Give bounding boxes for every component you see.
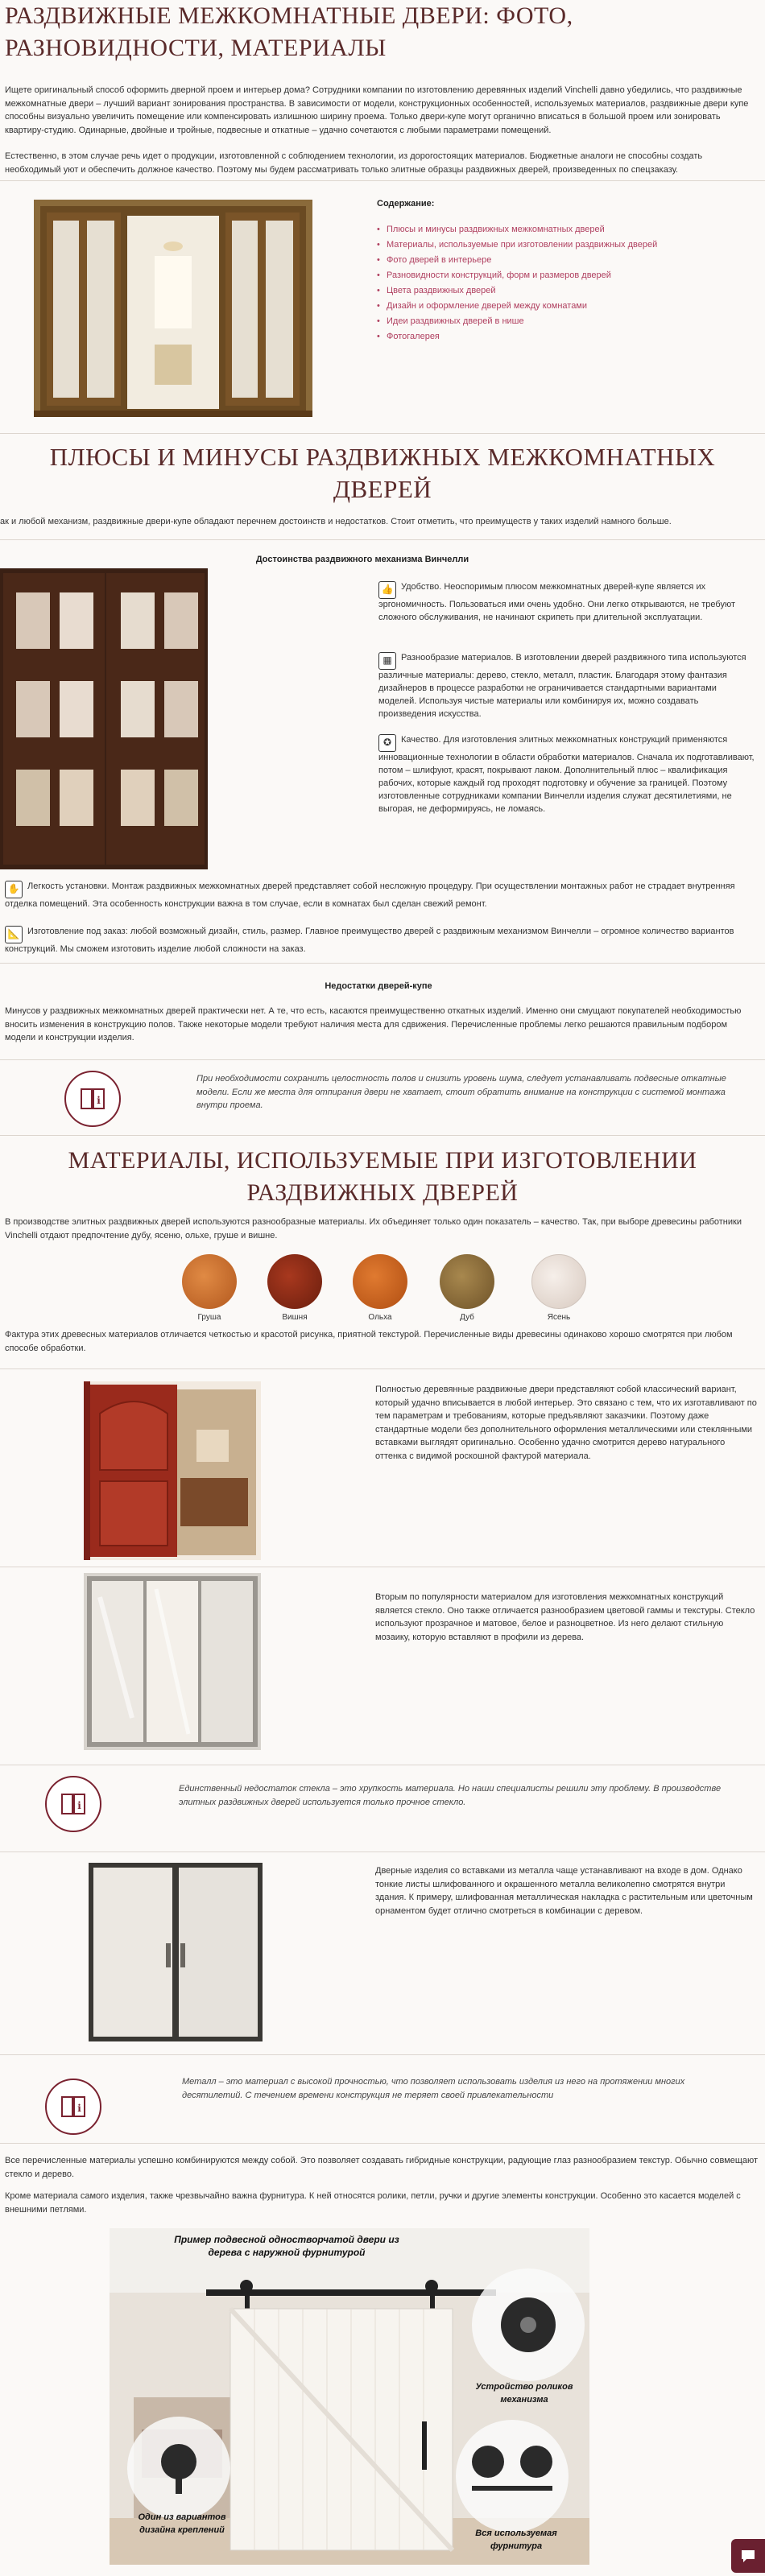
wood-swatch-ash — [531, 1254, 586, 1309]
toc-title: Содержание: — [377, 199, 435, 208]
table-of-contents — [377, 198, 747, 345]
feature-installation: ✋ Легкость установки. Монтаж раздвижных межкомнатных дверей представляет собой несложную процедуру. При осуществлении монтажных работ не страдает внутренняя отделка помещений. Эта особенность конструкции важна в том случае, если в комнатах был сделан свежий ремонт. — [5, 881, 735, 909]
glass-door-image — [84, 1573, 261, 1750]
ruler-icon: 📐 — [5, 926, 23, 943]
section-heading-materials: МАТЕРИАЛЫ, ИСПОЛЬЗУЕМЫЕ ПРИ ИЗГОТОВЛЕНИИ РАЗДВИЖНЫХ ДВЕРЕЙ — [68, 1147, 697, 1206]
wood-swatch: Дуб — [440, 1254, 494, 1324]
wood-swatch-alder — [353, 1254, 407, 1309]
toc-item[interactable]: • Идеи раздвижных дверей в нише — [377, 316, 747, 328]
toc-item[interactable]: • Фото дверей в интерьере — [377, 254, 747, 267]
wood-door-text: Полностью деревянные раздвижные двери представляют собой классический вариант, который удачно вписывается в любой интерьер. Это связано с тем, что их изготавливают по тем параметрам и требованиям, которые предъявляют заказчики. Поэтому даже стандартные модели без дополнительного оформления металлическими или стеклянными вставками выглядят оригинально. Особенно удачно смотрится дерево натурального оттенка с видимой роскошной фактурой материала. — [375, 1385, 757, 1461]
divider — [0, 1368, 765, 1369]
svg-text:i: i — [77, 1800, 81, 1811]
wooden-door-image — [84, 1381, 261, 1560]
disadvantages-text: Минусов у раздвижных межкомнатных дверей практически нет. А те, что есть, касаются преимущественно откатных изделий. Именно они смущают покупателей необходимостью вносить изменения в конструкцию полов. Также некоторые модели требуют наличия места для сдвижения. Перечисленные проблемы легко решаются правильным подбором модели и конструкции изделия. — [5, 1006, 742, 1042]
toc-item[interactable]: • Дизайн и оформление дверей между комнатами — [377, 300, 747, 313]
svg-text:i: i — [97, 1095, 101, 1106]
book-icon — [45, 1776, 101, 1832]
disadvantages-title: Недостатки дверей-купе — [325, 981, 432, 991]
divider — [0, 1059, 765, 1060]
infographic-title: Пример подвесной одностворчатой двери из дерева с наружной фурнитурой — [174, 2234, 399, 2259]
woods-text: Фактура этих древесных материалов отличается четкостью и красотой рисунка, приятной текстурой. Перечисленные виды древесины одинаково хорошо смотрятся при любом способе обработки. — [5, 1330, 733, 1353]
book-icon — [64, 1071, 121, 1127]
page-title: РАЗДВИЖНЫЕ МЕЖКОМНАТНЫЕ ДВЕРИ: ФОТО, РАЗНОВИДНОСТИ, МАТЕРИАЛЫ — [5, 2, 573, 61]
feature-custom: 📐 Изготовление под заказ: любой возможный дизайн, стиль, размер. Главное преимущество дверей с раздвижным механизмом Винчелли – огромное количество вариантов конструкций. Мы сможем изготовить изделие любой сложности на заказ. — [5, 927, 734, 954]
wood-swatch: Груша — [182, 1254, 237, 1324]
toc-item[interactable]: • Разновидности конструкций, форм и размеров дверей — [377, 270, 747, 283]
feature-quality: ✪ Качество. Для изготовления элитных межкомнатных конструкций применяются инновационные технологии в области обработки материалов. Сначала их подготавливают, потом – шлифуют, красят, покрывают лаком. Дополнительный плюс – квалификация рабочих, которые каждый год проходят подготовку и обучение за границей. Поэтому изготовленные сотрудниками компании Винчелли изделия служат десятилетиями, не выгорая, не деформируясь, не ломаясь. — [378, 735, 755, 814]
glass-text: Вторым по популярности материалом для изготовления межкомнатных конструкций является стекло. Оно также отличается разнообразием цветовой гаммы и текстуры. Стекло используют прозрачное и матовое, белое и разноцветное. Из него делают стильную мозаику, которую вставляют в профили из дерева. — [375, 1592, 755, 1642]
divider — [0, 433, 765, 434]
infographic-label-hardware: Вся используемая фурнитура — [475, 2529, 557, 2551]
divider — [0, 180, 765, 181]
grid-icon: ▦ — [378, 652, 396, 670]
wood-swatch: Вишня — [267, 1254, 322, 1324]
quote-text: При необходимости сохранить целостность полов и снизить уровень шума, следует устанавливать подвесные откатные модели. Если же места для отпирания двери не хватает, стоит обратить внимание на конструкции с системой монтажа внутри проема. — [196, 1074, 726, 1110]
pros-cons-intro: ак и любой механизм, раздвижные двери-купе обладают перечнем достоинств и недостатков. Стоит отметить, что преимуществ у таких изделий намного больше. — [0, 517, 672, 526]
chat-button[interactable] — [731, 2539, 765, 2573]
divider — [0, 2143, 765, 2144]
wood-swatch-oak — [440, 1254, 494, 1309]
divider — [0, 1135, 765, 1136]
brown-door-image — [0, 568, 208, 869]
hero-door-image — [34, 200, 312, 417]
chat-icon — [739, 2547, 757, 2565]
wood-swatch: Ясень — [531, 1254, 586, 1324]
intro-paragraph-1: Ищете оригинальный способ оформить дверной проем и интерьер дома? Сотрудники компании по изготовлению деревянных изделий Vinchelli давно убедились, что раздвижные межкомнатные двери – лучший вариант зонирования пространства. В зависимости от модели, конструкционных особенностей, используемых материалов, раздвижные двери купе способны визуально увеличить помещение или компенсировать излишнюю ширину проема. Только двери-купе могут органично вписаться в большой проем или зонировать квартиру-студию. Одинарные, двойные и тройные, подвесные и откатные – удачно сочетаются с любыми параметрами помещений. — [5, 85, 749, 135]
toc-item[interactable]: • Цвета раздвижных дверей — [377, 285, 747, 298]
metal-text: Дверные изделия со вставками из металла чаще устанавливают на входе в дом. Однако тонкие листы шлифованного и окрашенного металла великолепно смотрятся внутри здания. К примеру, шлифованная металлическая накладка с растительным или цветочным орнаментом будет отлично смотреться в комбинации с деревом. — [375, 1866, 753, 1916]
book-icon — [45, 2079, 101, 2135]
advantages-title: Достоинства раздвижного механизма Винчелли — [255, 555, 469, 564]
divider — [0, 2054, 765, 2055]
wood-swatch: Ольха — [353, 1254, 407, 1324]
hardware-infographic — [110, 2228, 589, 2565]
award-icon: ✪ — [378, 734, 396, 752]
materials-intro: В производстве элитных раздвижных дверей используются разнообразные материалы. Их объединяет только один показатель – качество. Так, при выборе древесины работники Vinchelli отдают предпочтение дубу, ясеню, ольхе, груше и вишне. — [5, 1217, 742, 1241]
toc-item[interactable]: • Материалы, используемые при изготовлении раздвижных дверей — [377, 239, 747, 252]
toc-item[interactable]: • Плюсы и минусы раздвижных межкомнатных дверей — [377, 224, 747, 237]
intro-paragraph-2: Естественно, в этом случае речь идет о продукции, изготовленной с соблюдением технологии, из дорогостоящих материалов. Бюджетные аналоги не способны создать необходимый уют и обеспечить должное качество. Поэтому мы будем рассматривать только элитные образцы раздвижных дверей, произведенных по спецзаказу. — [5, 151, 703, 175]
glass-quote: Единственный недостаток стекла – это хрупкость материала. Но наши специалисты решили эту проблему. В производстве элитных раздвижных дверей используется только прочное стекло. — [179, 1784, 722, 1807]
hand-tool-icon: ✋ — [5, 881, 23, 898]
hardware-text: Кроме материала самого изделия, также чрезвычайно важна фурнитура. К ней относятся ролики, петли, ручки и другие элементы конструкции. Особенно это касается моделей с внешними петлями. — [5, 2191, 741, 2215]
svg-text:i: i — [77, 2103, 81, 2114]
feature-materials: ▦ Разнообразие материалов. В изготовлении дверей раздвижного типа используются различные материалы: дерево, стекло, металл, пластик. Благодаря этому фантазия дизайнеров в процессе разработки не ограничивается стандартными вариантами моделей. Используя чистые материалы или комбинируя их, можно создавать произведения искусства. — [378, 653, 746, 719]
metal-quote: Металл – это материал с высокой прочностью, что позволяет использовать изделия из него на протяжении многих десятилетий. С течением времени конструкция не теряет своей привлекательности — [182, 2077, 685, 2100]
section-heading-pros-cons: ПЛЮСЫ И МИНУСЫ РАЗДВИЖНЫХ МЕЖКОМНАТНЫХ ДВЕРЕЙ — [49, 443, 716, 503]
combined-text: Все перечисленные материалы успешно комбинируются между собой. Это позволяет создавать гибридные конструкции, радующие глаз разнообразием текстур. Обычно совмещают стекло и дерево. — [5, 2156, 759, 2179]
wood-swatch-pear — [182, 1254, 237, 1309]
divider — [0, 963, 765, 964]
divider — [0, 539, 765, 540]
feature-comfort: 👍 Удобство. Неоспоримым плюсом межкомнатных дверей-купе является их эргономичность. Пользоваться ими очень удобно. Они легко открываются, не требуют сложного обслуживания, не начинают скрипеть при длительной эксплуатации. — [378, 582, 736, 622]
metal-door-image — [89, 1863, 263, 2041]
thumb-up-icon: 👍 — [378, 581, 396, 599]
infographic-label-rollers: Устройство роликов механизма — [475, 2382, 573, 2405]
toc-item[interactable]: • Фотогалерея — [377, 331, 747, 344]
infographic-label-brackets: Один из вариантов дизайна креплений — [138, 2512, 226, 2535]
wood-swatch-cherry — [267, 1254, 322, 1309]
